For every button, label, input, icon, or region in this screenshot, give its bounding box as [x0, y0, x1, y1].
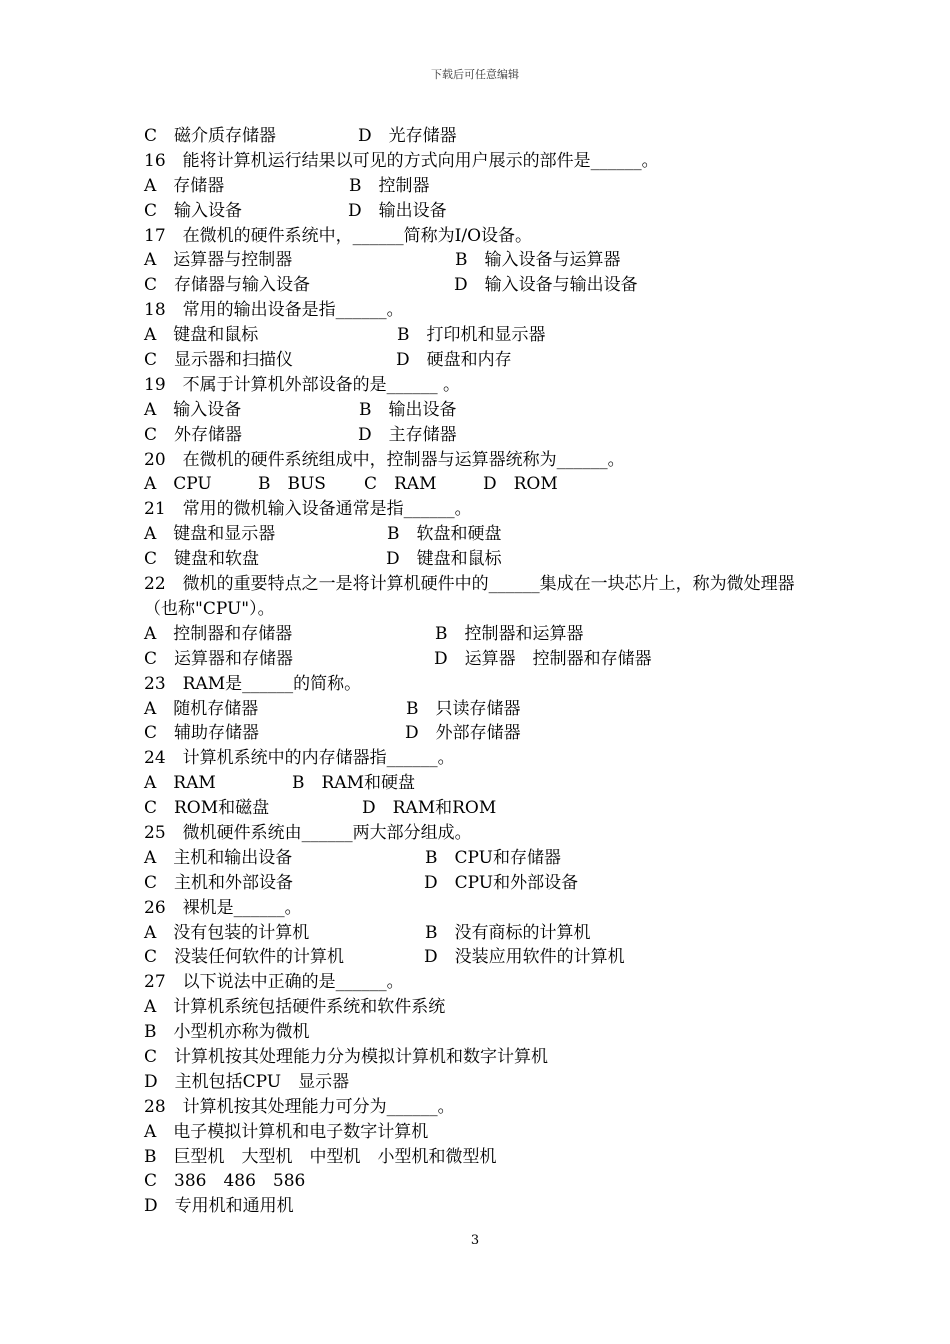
line-text: 26 裸机是______。	[144, 897, 302, 918]
question-line	[144, 821, 814, 846]
line-text: B RAM和硬盘	[292, 773, 415, 794]
question-line	[144, 1120, 814, 1145]
line-text: D 硬盘和内存	[396, 350, 512, 371]
question-line	[144, 1045, 814, 1070]
question-line	[144, 547, 814, 572]
line-text: A RAM	[144, 773, 216, 794]
question-line	[144, 174, 814, 199]
line-text: 27 以下说法中正确的是______。	[144, 972, 404, 993]
question-line	[144, 348, 814, 373]
line-text: D RAM和ROM	[362, 798, 497, 819]
line-text: C 主机和外部设备	[144, 872, 294, 893]
line-text: C 计算机按其处理能力分为模拟计算机和数字计算机	[144, 1046, 549, 1067]
line-text: D 光存储器	[358, 126, 457, 146]
line-text: B 巨型机 大型机 中型机 小型机和微型机	[144, 1146, 497, 1167]
question-line	[144, 647, 814, 672]
line-text: B 控制器和运算器	[435, 623, 584, 644]
question-line	[144, 273, 814, 298]
line-text: D 主存储器	[358, 424, 457, 445]
line-text: D 主机包括CPU 显示器	[144, 1071, 350, 1092]
line-text: D 输入设备与输出设备	[454, 275, 638, 296]
line-text: D 外部存储器	[405, 723, 521, 744]
question-line	[144, 721, 814, 746]
question-line	[144, 497, 814, 522]
line-text: A CPU	[144, 474, 212, 495]
question-line	[144, 298, 814, 323]
question-line	[144, 423, 814, 448]
question-list	[144, 124, 814, 1219]
question-line	[144, 746, 814, 771]
question-line	[144, 373, 814, 398]
line-text: A 没有包装的计算机	[144, 922, 310, 943]
question-line	[144, 199, 814, 224]
line-text: 20 在微机的硬件系统组成中，控制器与运算器统称为______。	[144, 449, 625, 470]
question-line	[144, 398, 814, 423]
question-line	[144, 970, 814, 995]
question-line	[144, 995, 814, 1020]
line-text: C 没装任何软件的计算机	[144, 947, 345, 968]
question-line	[144, 771, 814, 796]
line-text: B 只读存储器	[406, 698, 521, 719]
question-line	[144, 1169, 814, 1194]
line-text: 16 能将计算机运行结果以可见的方式向用户展示的部件是______。	[144, 150, 659, 171]
line-text: A 电子模拟计算机和电子数字计算机	[144, 1121, 429, 1142]
question-line	[144, 1145, 814, 1170]
line-text: C 外存储器	[144, 424, 243, 445]
line-text: 28 计算机按其处理能力可分为______。	[144, 1096, 455, 1117]
question-line	[144, 697, 814, 722]
question-line	[144, 248, 814, 273]
line-text: C 存储器与输入设备	[144, 275, 311, 296]
question-line	[144, 149, 814, 174]
question-line	[144, 871, 814, 896]
question-line	[144, 1194, 814, 1219]
line-text: B 控制器	[349, 175, 430, 196]
line-text: B 输出设备	[359, 399, 457, 420]
page-number: 3	[470, 1233, 480, 1248]
line-text: C 磁介质存储器	[144, 126, 277, 146]
line-text: B BUS	[258, 474, 326, 495]
question-line	[144, 945, 814, 970]
question-line	[144, 448, 814, 473]
line-text: B 输入设备与运算器	[455, 250, 621, 271]
line-text: C 显示器和扫描仪	[144, 350, 294, 371]
question-line	[144, 323, 814, 348]
line-text: C 386 486 586	[144, 1171, 306, 1192]
line-text: B 打印机和显示器	[397, 325, 546, 346]
question-line	[144, 672, 814, 697]
line-text: 19 不属于计算机外部设备的是______ 。	[144, 374, 461, 395]
question-line	[144, 796, 814, 821]
line-text: D 运算器 控制器和存储器	[434, 648, 652, 669]
line-text: D 没装应用软件的计算机	[424, 947, 625, 968]
page-header: 下载后可任意编辑	[431, 68, 519, 81]
line-text: C 运算器和存储器	[144, 648, 294, 669]
question-line	[144, 896, 814, 921]
line-text: A 控制器和存储器	[144, 623, 293, 644]
line-text: 17 在微机的硬件系统中，______简称为I/O设备。	[144, 225, 533, 246]
line-text: D 键盘和鼠标	[386, 549, 502, 570]
line-text: A 计算机系统包括硬件系统和软件系统	[144, 997, 446, 1018]
line-text: D CPU和外部设备	[424, 872, 579, 893]
line-text: B CPU和存储器	[425, 847, 561, 868]
question-line	[144, 921, 814, 946]
line-text: C 输入设备	[144, 200, 243, 221]
question-line	[144, 224, 814, 249]
line-text: 24 计算机系统中的内存储器指______。	[144, 748, 455, 769]
question-line	[144, 622, 814, 647]
question-line	[144, 1020, 814, 1045]
question-line	[144, 472, 814, 497]
line-text: 25 微机硬件系统由______两大部分组成。	[144, 822, 472, 843]
line-text: B 没有商标的计算机	[425, 922, 591, 943]
line-text: A 输入设备	[144, 399, 242, 420]
line-text: A 随机存储器	[144, 698, 259, 719]
question-line	[144, 124, 814, 149]
line-text: A 运算器与控制器	[144, 250, 293, 271]
line-text: A 存储器	[144, 175, 225, 196]
question-line	[144, 1070, 814, 1095]
question-line	[144, 846, 814, 871]
line-text: A 键盘和显示器	[144, 524, 276, 545]
question-line	[144, 1095, 814, 1120]
line-text: 21 常用的微机输入设备通常是指______。	[144, 499, 472, 520]
line-text: A 主机和输出设备	[144, 847, 293, 868]
question-line: 22 微机的重要特点之一是将计算机硬件中的______集成在一块芯片上，称为微处理器（也称"CPU"）。	[144, 574, 795, 619]
line-text: C RAM	[364, 474, 437, 495]
line-text: B 软盘和硬盘	[387, 524, 502, 545]
line-text: D 输出设备	[348, 200, 447, 221]
line-text: 18 常用的输出设备是指______。	[144, 300, 404, 321]
line-text: D 专用机和通用机	[144, 1196, 294, 1217]
line-text: C 辅助存储器	[144, 723, 260, 744]
line-text: D ROM	[483, 474, 558, 495]
question-line	[144, 522, 814, 547]
line-text: B 小型机亦称为微机	[144, 1022, 310, 1043]
line-text: A 键盘和鼠标	[144, 325, 259, 346]
line-text: C ROM和磁盘	[144, 798, 270, 819]
line-text: C 键盘和软盘	[144, 549, 260, 570]
line-text: 23 RAM是______的简称。	[144, 673, 362, 694]
